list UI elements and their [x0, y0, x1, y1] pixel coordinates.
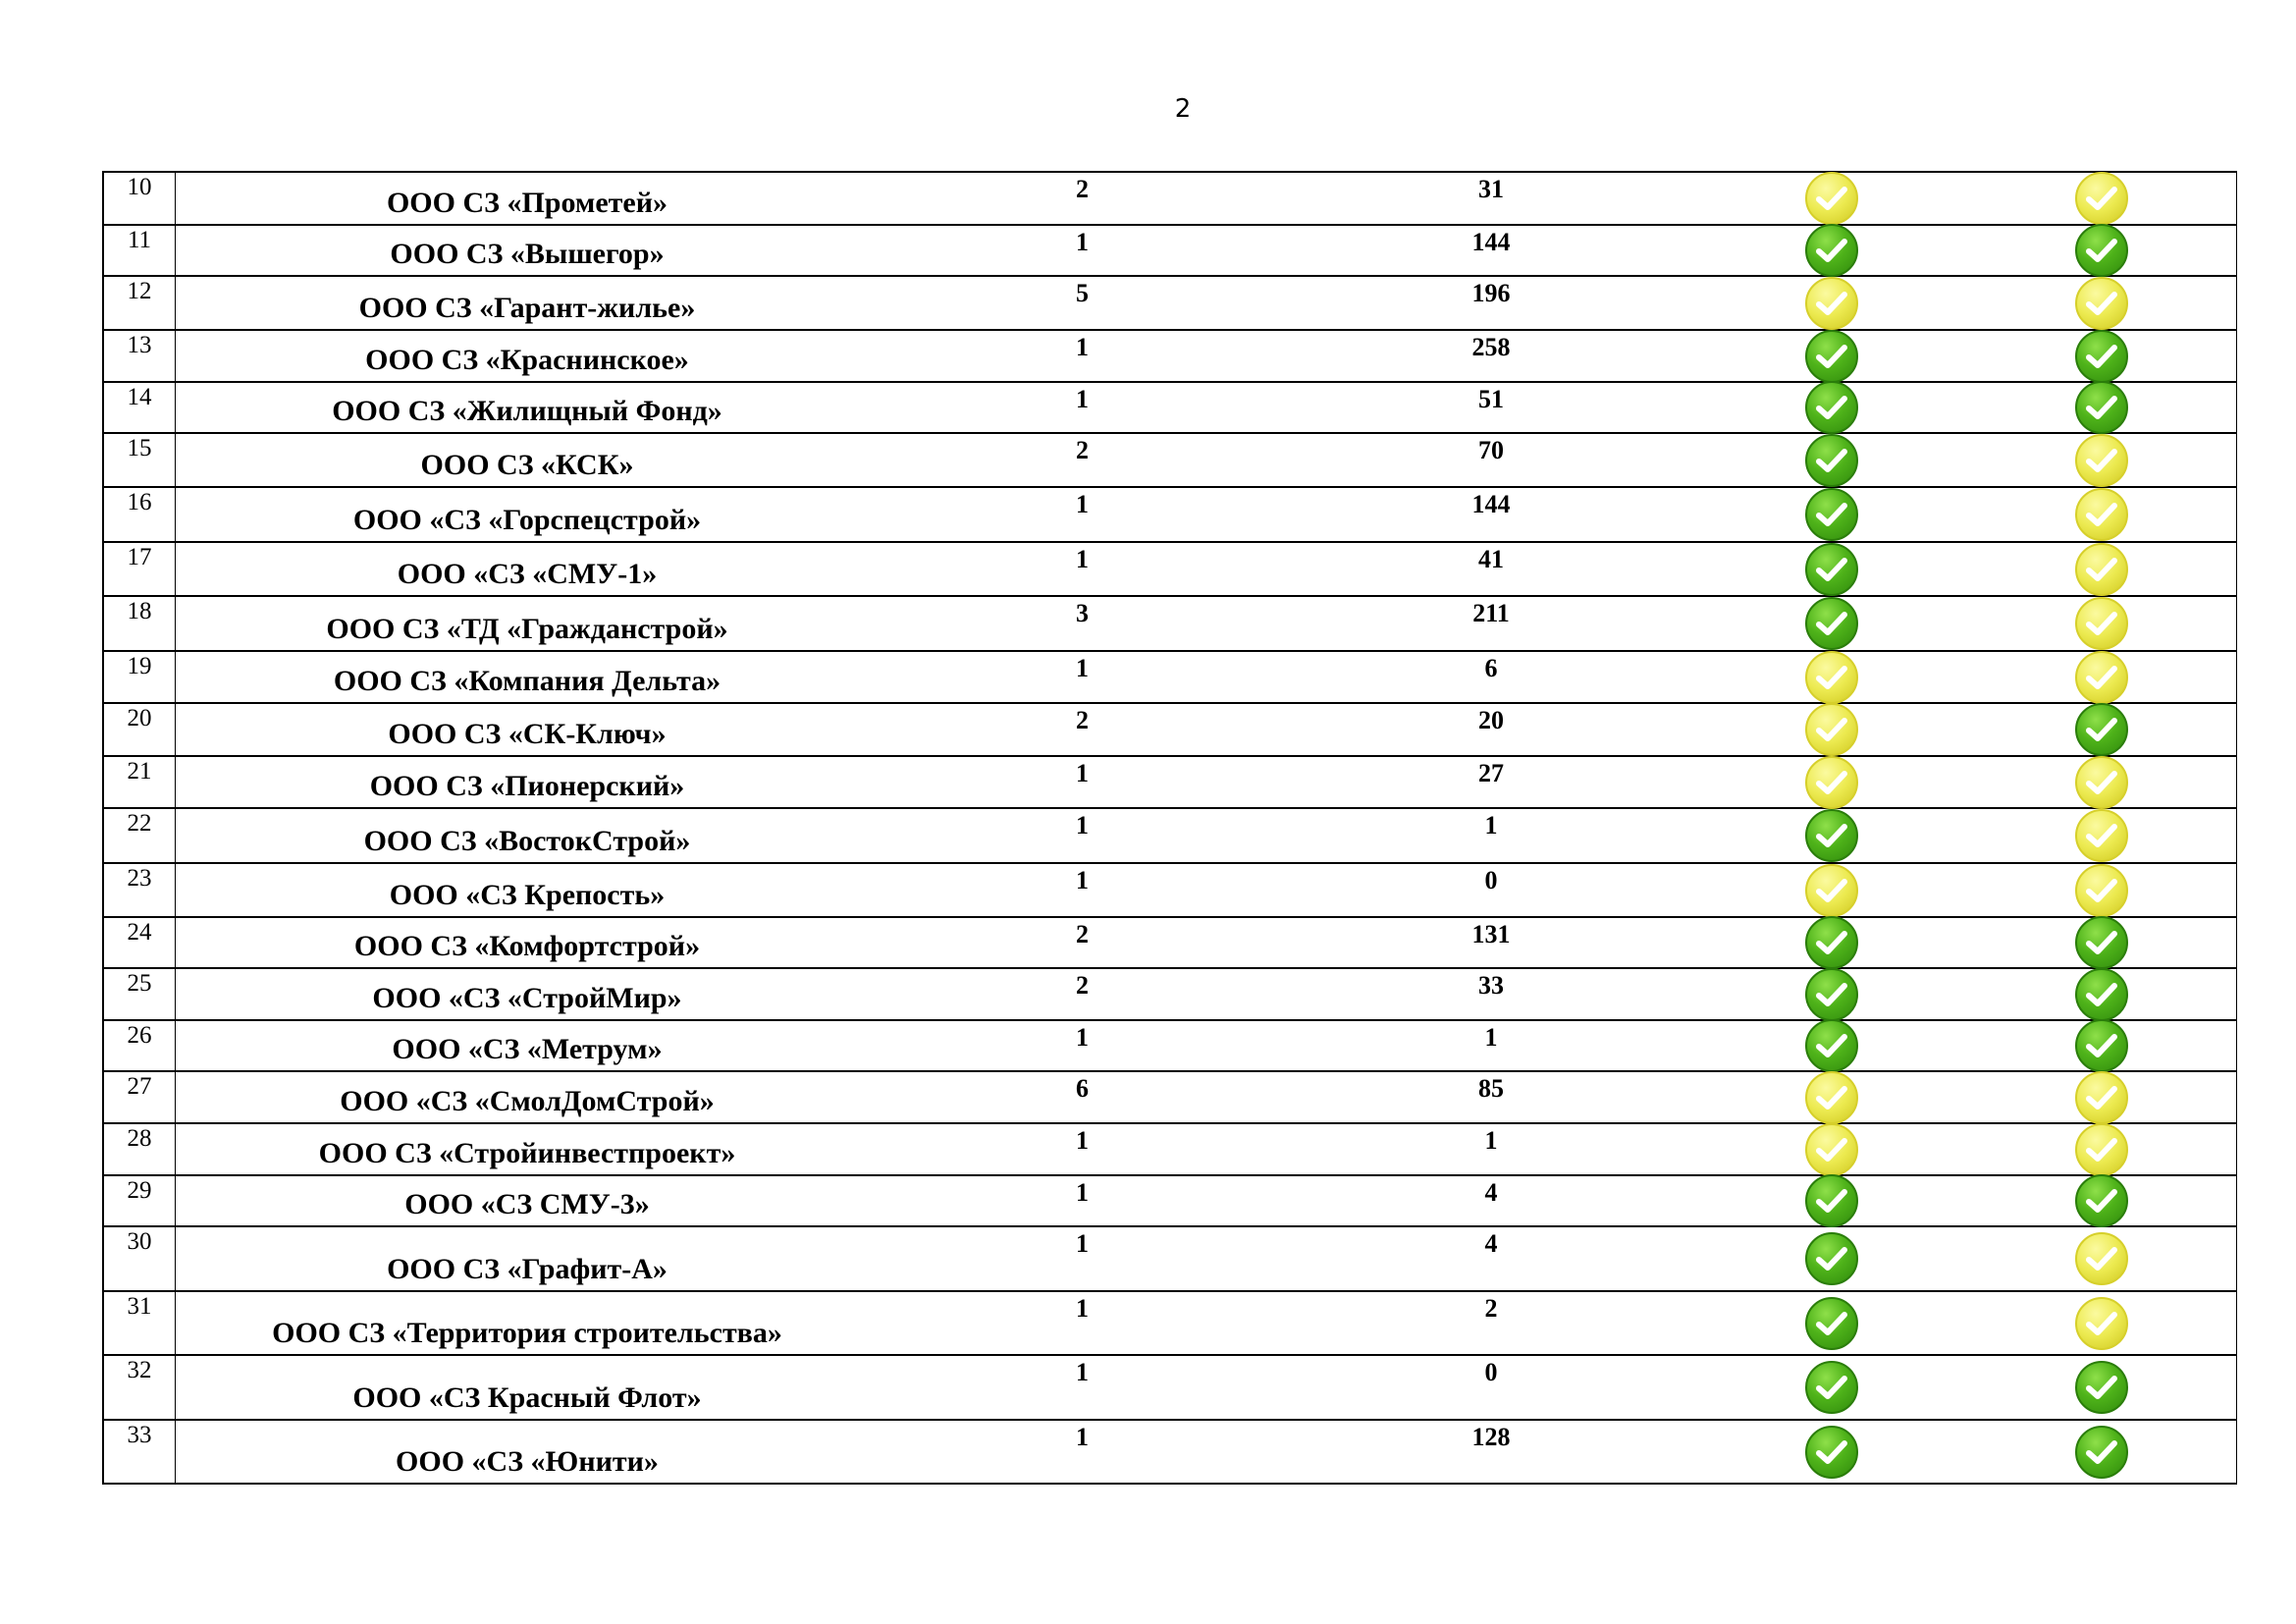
table-row — [103, 808, 2237, 863]
status-cell-2 — [1967, 225, 2237, 276]
objects-count: 1 — [879, 651, 1286, 703]
objects-count: 1 — [879, 756, 1286, 808]
table-row — [103, 703, 2237, 756]
status-cell-1 — [1696, 225, 1967, 276]
objects-count: 3 — [879, 596, 1286, 651]
table-row — [103, 917, 2237, 968]
company-name: ООО СЗ «Жилищный Фонд» — [176, 382, 880, 433]
row-number: 24 — [103, 917, 176, 968]
status-cell-2 — [1967, 1291, 2237, 1355]
table-row — [103, 382, 2237, 433]
check-yellow-icon — [1805, 703, 1858, 756]
status-cell-2 — [1967, 172, 2237, 225]
check-green-icon — [2075, 1426, 2128, 1479]
check-yellow-icon — [2075, 1297, 2128, 1350]
status-cell-2 — [1967, 651, 2237, 703]
check-green-icon — [2075, 968, 2128, 1021]
check-green-icon — [1805, 381, 1858, 434]
status-cell-2 — [1967, 1071, 2237, 1123]
check-green-icon — [1805, 1232, 1858, 1285]
status-cell-1 — [1696, 542, 1967, 596]
row-number: 25 — [103, 968, 176, 1020]
apartments-count: 70 — [1286, 433, 1696, 487]
check-green-icon — [1805, 916, 1858, 969]
check-yellow-icon — [2075, 1232, 2128, 1285]
developer-table — [102, 171, 2237, 1485]
table-row — [103, 1420, 2237, 1484]
table-row — [103, 172, 2237, 225]
status-cell-1 — [1696, 596, 1967, 651]
objects-count: 6 — [879, 1071, 1286, 1123]
status-cell-1 — [1696, 808, 1967, 863]
table-row — [103, 651, 2237, 703]
check-green-icon — [2075, 330, 2128, 383]
check-green-icon — [2075, 381, 2128, 434]
status-cell-2 — [1967, 1020, 2237, 1071]
check-green-icon — [2075, 1019, 2128, 1072]
status-cell-1 — [1696, 917, 1967, 968]
status-cell-1 — [1696, 651, 1967, 703]
status-cell-1 — [1696, 330, 1967, 382]
check-yellow-icon — [2075, 1123, 2128, 1176]
company-name: ООО «СЗ «Горспецстрой» — [176, 487, 880, 542]
status-cell-1 — [1696, 1420, 1967, 1484]
check-green-icon — [1805, 1297, 1858, 1350]
status-cell-2 — [1967, 596, 2237, 651]
check-yellow-icon — [2075, 651, 2128, 704]
apartments-count: 20 — [1286, 703, 1696, 756]
check-green-icon — [1805, 543, 1858, 596]
row-number: 13 — [103, 330, 176, 382]
objects-count: 1 — [879, 1355, 1286, 1420]
objects-count: 5 — [879, 276, 1286, 330]
objects-count: 1 — [879, 1123, 1286, 1175]
status-cell-1 — [1696, 1020, 1967, 1071]
row-number: 31 — [103, 1291, 176, 1355]
row-number: 10 — [103, 172, 176, 225]
check-green-icon — [1805, 224, 1858, 277]
check-yellow-icon — [1805, 651, 1858, 704]
company-name: ООО «СЗ «СМУ-1» — [176, 542, 880, 596]
row-number: 14 — [103, 382, 176, 433]
row-number: 17 — [103, 542, 176, 596]
company-name: ООО СЗ «Гарант-жилье» — [176, 276, 880, 330]
table-row — [103, 330, 2237, 382]
apartments-count: 41 — [1286, 542, 1696, 596]
apartments-count: 2 — [1286, 1291, 1696, 1355]
table-row — [103, 1020, 2237, 1071]
check-green-icon — [2075, 1174, 2128, 1227]
check-yellow-icon — [1805, 756, 1858, 809]
table-row — [103, 968, 2237, 1020]
status-cell-1 — [1696, 756, 1967, 808]
status-cell-2 — [1967, 1355, 2237, 1420]
status-cell-2 — [1967, 382, 2237, 433]
company-name: ООО СЗ «Краснинское» — [176, 330, 880, 382]
check-green-icon — [1805, 1019, 1858, 1072]
status-cell-2 — [1967, 542, 2237, 596]
check-yellow-icon — [2075, 543, 2128, 596]
objects-count: 1 — [879, 1291, 1286, 1355]
row-number: 26 — [103, 1020, 176, 1071]
objects-count: 1 — [879, 1420, 1286, 1484]
row-number: 21 — [103, 756, 176, 808]
table-row — [103, 756, 2237, 808]
objects-count: 1 — [879, 863, 1286, 917]
apartments-count: 131 — [1286, 917, 1696, 968]
row-number: 18 — [103, 596, 176, 651]
table-row — [103, 542, 2237, 596]
check-green-icon — [1805, 1174, 1858, 1227]
check-green-icon — [1805, 809, 1858, 862]
objects-count: 1 — [879, 1175, 1286, 1226]
check-yellow-icon — [2075, 809, 2128, 862]
apartments-count: 1 — [1286, 1020, 1696, 1071]
status-cell-2 — [1967, 756, 2237, 808]
objects-count: 2 — [879, 703, 1286, 756]
check-yellow-icon — [1805, 172, 1858, 225]
company-name: ООО СЗ «Прометей» — [176, 172, 880, 225]
status-cell-2 — [1967, 1420, 2237, 1484]
status-cell-1 — [1696, 1123, 1967, 1175]
company-name: ООО СЗ «Графит-А» — [176, 1226, 880, 1291]
apartments-count: 258 — [1286, 330, 1696, 382]
status-cell-1 — [1696, 1355, 1967, 1420]
check-green-icon — [2075, 224, 2128, 277]
status-cell-2 — [1967, 276, 2237, 330]
check-green-icon — [1805, 1361, 1858, 1414]
check-yellow-icon — [1805, 1071, 1858, 1124]
objects-count: 2 — [879, 917, 1286, 968]
status-cell-1 — [1696, 703, 1967, 756]
table-row — [103, 487, 2237, 542]
apartments-count: 4 — [1286, 1226, 1696, 1291]
apartments-count: 211 — [1286, 596, 1696, 651]
apartments-count: 0 — [1286, 863, 1696, 917]
row-number: 16 — [103, 487, 176, 542]
check-yellow-icon — [2075, 1071, 2128, 1124]
status-cell-2 — [1967, 487, 2237, 542]
objects-count: 1 — [879, 542, 1286, 596]
check-green-icon — [1805, 330, 1858, 383]
check-yellow-icon — [2075, 172, 2128, 225]
company-name: ООО СЗ «Территория строительства» — [176, 1291, 880, 1355]
company-name: ООО СЗ «Пионерский» — [176, 756, 880, 808]
apartments-count: 196 — [1286, 276, 1696, 330]
apartments-count: 1 — [1286, 1123, 1696, 1175]
objects-count: 1 — [879, 487, 1286, 542]
check-green-icon — [1805, 434, 1858, 487]
apartments-count: 128 — [1286, 1420, 1696, 1484]
table-row — [103, 1291, 2237, 1355]
apartments-count: 33 — [1286, 968, 1696, 1020]
status-cell-2 — [1967, 917, 2237, 968]
table-row — [103, 225, 2237, 276]
table-row — [103, 1355, 2237, 1420]
check-yellow-icon — [2075, 864, 2128, 917]
check-yellow-icon — [1805, 1123, 1858, 1176]
check-green-icon — [1805, 1426, 1858, 1479]
row-number: 19 — [103, 651, 176, 703]
check-yellow-icon — [1805, 864, 1858, 917]
row-number: 30 — [103, 1226, 176, 1291]
objects-count: 1 — [879, 225, 1286, 276]
apartments-count: 1 — [1286, 808, 1696, 863]
status-cell-2 — [1967, 330, 2237, 382]
company-name: ООО СЗ «Вышегор» — [176, 225, 880, 276]
table-row — [103, 1175, 2237, 1226]
apartments-count: 6 — [1286, 651, 1696, 703]
check-green-icon — [2075, 1361, 2128, 1414]
status-cell-1 — [1696, 172, 1967, 225]
apartments-count: 31 — [1286, 172, 1696, 225]
check-yellow-icon — [2075, 434, 2128, 487]
company-name: ООО СЗ «СК-Ключ» — [176, 703, 880, 756]
check-yellow-icon — [2075, 277, 2128, 330]
objects-count: 1 — [879, 382, 1286, 433]
table-row — [103, 863, 2237, 917]
table-row — [103, 1123, 2237, 1175]
status-cell-1 — [1696, 863, 1967, 917]
company-name: ООО «СЗ «СтройМир» — [176, 968, 880, 1020]
apartments-count: 144 — [1286, 487, 1696, 542]
objects-count: 2 — [879, 433, 1286, 487]
row-number: 12 — [103, 276, 176, 330]
apartments-count: 144 — [1286, 225, 1696, 276]
status-cell-1 — [1696, 968, 1967, 1020]
row-number: 32 — [103, 1355, 176, 1420]
status-cell-1 — [1696, 1226, 1967, 1291]
status-cell-2 — [1967, 808, 2237, 863]
objects-count: 1 — [879, 1226, 1286, 1291]
company-name: ООО «СЗ СМУ-3» — [176, 1175, 880, 1226]
row-number: 29 — [103, 1175, 176, 1226]
row-number: 23 — [103, 863, 176, 917]
status-cell-2 — [1967, 1123, 2237, 1175]
objects-count: 1 — [879, 808, 1286, 863]
row-number: 15 — [103, 433, 176, 487]
table-row — [103, 1226, 2237, 1291]
company-name: ООО «СЗ «СмолДомСтрой» — [176, 1071, 880, 1123]
company-name: ООО СЗ «ТД «Гражданстрой» — [176, 596, 880, 651]
check-yellow-icon — [2075, 597, 2128, 650]
company-name: ООО СЗ «Комфортстрой» — [176, 917, 880, 968]
row-number: 11 — [103, 225, 176, 276]
apartments-count: 27 — [1286, 756, 1696, 808]
status-cell-2 — [1967, 433, 2237, 487]
status-cell-1 — [1696, 382, 1967, 433]
check-green-icon — [1805, 488, 1858, 541]
objects-count: 1 — [879, 330, 1286, 382]
apartments-count: 4 — [1286, 1175, 1696, 1226]
status-cell-1 — [1696, 276, 1967, 330]
check-yellow-icon — [1805, 277, 1858, 330]
row-number: 20 — [103, 703, 176, 756]
check-green-icon — [1805, 968, 1858, 1021]
table-row — [103, 1071, 2237, 1123]
apartments-count: 0 — [1286, 1355, 1696, 1420]
status-cell-2 — [1967, 703, 2237, 756]
check-yellow-icon — [2075, 756, 2128, 809]
check-yellow-icon — [2075, 488, 2128, 541]
company-name: ООО СЗ «ВостокСтрой» — [176, 808, 880, 863]
company-name: ООО СЗ «Стройинвестпроект» — [176, 1123, 880, 1175]
status-cell-2 — [1967, 1226, 2237, 1291]
objects-count: 2 — [879, 968, 1286, 1020]
status-cell-1 — [1696, 1175, 1967, 1226]
table-row — [103, 433, 2237, 487]
check-green-icon — [2075, 916, 2128, 969]
check-green-icon — [2075, 703, 2128, 756]
status-cell-2 — [1967, 968, 2237, 1020]
company-name: ООО «СЗ Красный Флот» — [176, 1355, 880, 1420]
company-name: ООО СЗ «Компания Дельта» — [176, 651, 880, 703]
company-name: ООО «СЗ «Метрум» — [176, 1020, 880, 1071]
objects-count: 1 — [879, 1020, 1286, 1071]
status-cell-1 — [1696, 487, 1967, 542]
apartments-count: 51 — [1286, 382, 1696, 433]
status-cell-2 — [1967, 1175, 2237, 1226]
page-number: 2 — [1174, 94, 1192, 124]
table-row — [103, 276, 2237, 330]
status-cell-1 — [1696, 1291, 1967, 1355]
row-number: 27 — [103, 1071, 176, 1123]
status-cell-1 — [1696, 433, 1967, 487]
status-cell-1 — [1696, 1071, 1967, 1123]
company-name: ООО СЗ «КСК» — [176, 433, 880, 487]
company-name: ООО «СЗ «Юнити» — [176, 1420, 880, 1484]
row-number: 28 — [103, 1123, 176, 1175]
objects-count: 2 — [879, 172, 1286, 225]
table-row — [103, 596, 2237, 651]
row-number: 33 — [103, 1420, 176, 1484]
row-number: 22 — [103, 808, 176, 863]
check-green-icon — [1805, 597, 1858, 650]
apartments-count: 85 — [1286, 1071, 1696, 1123]
status-cell-2 — [1967, 863, 2237, 917]
company-name: ООО «СЗ Крепость» — [176, 863, 880, 917]
